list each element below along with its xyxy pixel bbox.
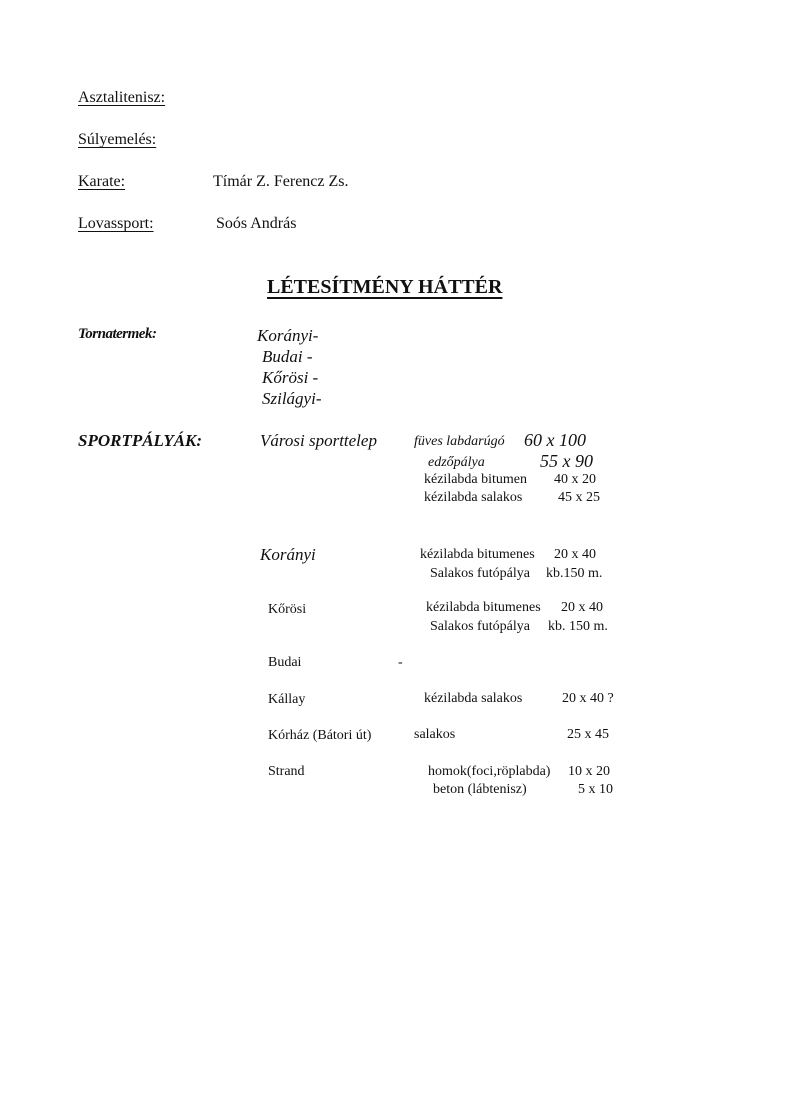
site-name-koranyi: Korányi — [260, 545, 316, 564]
site-row-size: kb.150 m. — [546, 566, 603, 581]
sport-value-lovassport: Soós András — [216, 215, 297, 232]
site-row-size: 20 x 40 — [561, 600, 603, 615]
tornaterem-item: Szilágyi- — [262, 389, 322, 408]
sport-label-lovassport: Lovassport: — [78, 215, 154, 232]
site-row-size: 25 x 45 — [567, 727, 609, 742]
tornatermek-label: Tornatermek: — [78, 326, 157, 342]
site-row-size: 10 x 20 — [568, 764, 610, 779]
site-row-desc: edzőpálya — [428, 455, 485, 470]
site-row-desc: kézilabda bitumen — [424, 472, 528, 487]
tornaterem-item: Korányi- — [257, 326, 319, 345]
site-row-desc: kézilabda bitumenes — [426, 600, 541, 615]
site-name-budai: Budai — [268, 655, 302, 670]
sport-label-karate: Karate: — [78, 173, 126, 190]
site-row-desc: beton (lábtenisz) — [433, 782, 527, 797]
sport-label-sulyemeles: Súlyemelés: — [78, 131, 157, 148]
site-row-desc: kézilabda salakos — [424, 691, 523, 706]
site-row-desc: homok(foci,röplabda) — [428, 764, 551, 779]
tornaterem-item: Budai - — [262, 347, 313, 366]
site-row-desc: salakos — [414, 727, 456, 742]
site-row-size: 55 x 90 — [540, 451, 593, 471]
site-name-korosi: Kőrösi — [268, 602, 307, 617]
site-row-size: 5 x 10 — [578, 782, 613, 797]
site-row-desc: kézilabda salakos — [424, 490, 523, 505]
site-name-varosi: Városi sporttelep — [260, 431, 377, 450]
tornaterem-item: Kőrösi - — [262, 368, 319, 387]
site-row-size: 60 x 100 — [524, 430, 586, 450]
site-name-kallay: Kállay — [268, 692, 306, 707]
page-heading: LÉTESÍTMÉNY HÁTTÉR — [267, 276, 503, 298]
site-row-desc: Salakos futópálya — [430, 619, 530, 634]
site-row-desc: - — [398, 655, 403, 670]
sportpalyak-label: SPORTPÁLYÁK: — [78, 431, 203, 450]
site-row-size: 40 x 20 — [554, 472, 596, 487]
site-name-strand: Strand — [268, 764, 305, 779]
site-row-size: kb. 150 m. — [548, 619, 608, 634]
site-row-size: 20 x 40 ? — [562, 691, 614, 706]
site-row-size: 20 x 40 — [554, 547, 596, 562]
sport-label-asztalitenisz: Asztalitenisz: — [78, 89, 166, 106]
site-row-size: 45 x 25 — [558, 490, 600, 505]
site-row-desc: füves labdarúgó — [414, 434, 505, 449]
sport-value-karate: Tímár Z. Ferencz Zs. — [213, 173, 349, 190]
site-row-desc: Salakos futópálya — [430, 566, 530, 581]
site-row-desc: kézilabda bitumenes — [420, 547, 535, 562]
site-name-korhaz: Kórház (Bátori út) — [268, 728, 372, 743]
